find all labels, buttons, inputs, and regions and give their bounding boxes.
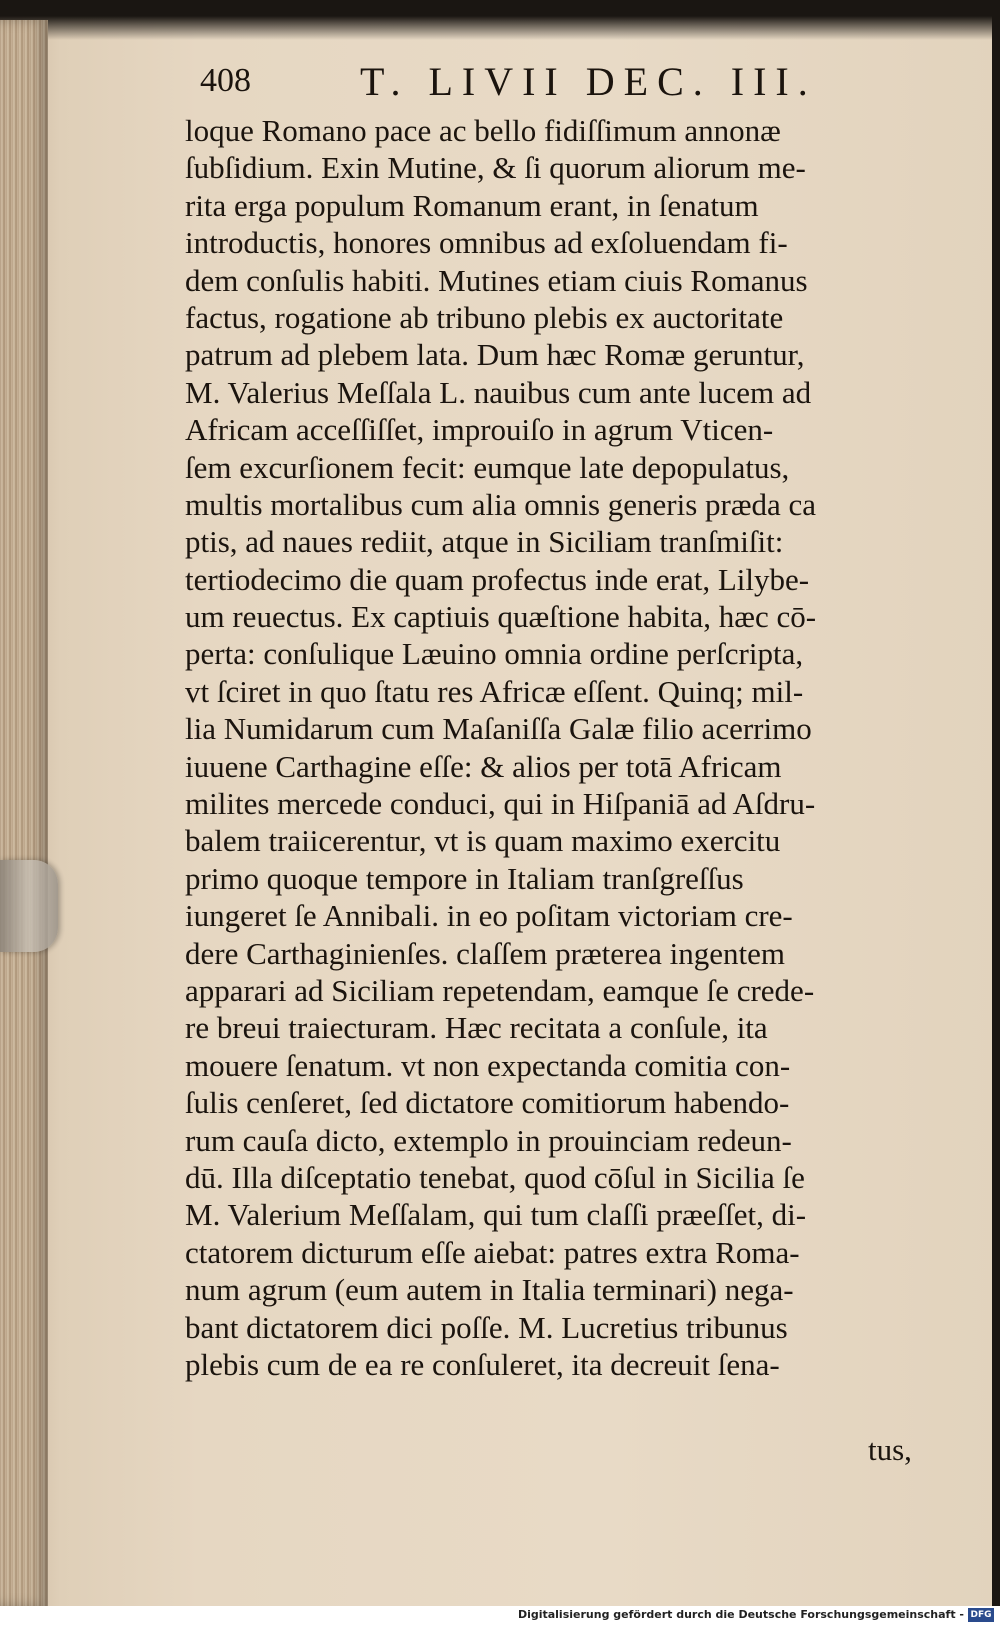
text-line: num agrum (eum autem in Italia terminari) nega- bbox=[185, 1272, 794, 1308]
text-line: bant dictatorem dici poſſe. M. Lucretius tribunus bbox=[185, 1309, 788, 1345]
text-line: dere Carthaginienſes. claſſem præterea ingentem bbox=[185, 935, 785, 971]
page-header bbox=[200, 58, 920, 110]
body-text bbox=[185, 112, 945, 1383]
text-line: rita erga populum Romanum erant, in ſenatum bbox=[185, 187, 759, 223]
funding-credit: Digitalisierung gefördert durch die Deutsche Forschungsgemeinschaft - bbox=[517, 1608, 964, 1621]
text-line: primo quoque tempore in Italiam tranſgreſſus bbox=[185, 860, 744, 896]
text-line: balem traiicerentur, vt is quam maximo exercitu bbox=[185, 823, 781, 859]
text-line: ctatorem dicturum eſſe aiebat: patres extra Roma- bbox=[185, 1234, 800, 1270]
text-line: dem conſulis habiti. Mutines etiam ciuis Romanus bbox=[185, 262, 808, 298]
text-line: ſem excurſionem fecit: eumque late depopulatus, bbox=[185, 449, 790, 485]
text-line: loque Romano pace ac bello fidiſſimum annonæ bbox=[185, 113, 781, 148]
page-clip bbox=[0, 860, 58, 952]
page-edges bbox=[0, 20, 48, 1606]
text-line: milites mercede conduci, qui in Hiſpaniā ad Aſdru- bbox=[185, 786, 816, 822]
text-line: ptis, ad naues rediit, atque in Siciliam tranſmiſit: bbox=[185, 524, 784, 560]
digitization-footer bbox=[0, 1606, 1000, 1626]
top-shadow bbox=[0, 0, 1000, 40]
text-line: ſubſidium. Exin Mutine, & ſi quorum aliorum me- bbox=[185, 150, 806, 186]
text-line: iungeret ſe Annibali. in eo poſitam victoriam cre- bbox=[185, 898, 793, 934]
running-title: T. LIVII DEC. III. bbox=[360, 59, 817, 104]
text-line: factus, rogatione ab tribuno plebis ex auctoritate bbox=[185, 299, 784, 335]
dfg-logo-icon: DFG bbox=[968, 1608, 994, 1622]
text-line: re breui traiecturam. Hæc recitata a conſule, ita bbox=[185, 1010, 768, 1046]
text-line: apparari ad Siciliam repetendam, eamque ſe crede- bbox=[185, 972, 815, 1008]
catchword: tus, bbox=[868, 1432, 912, 1467]
text-line: tertiodecimo die quam profectus inde erat, Lilybe- bbox=[185, 561, 810, 597]
text-line: um reuectus. Ex captiuis quæſtione habita, hæc cō- bbox=[185, 599, 817, 635]
text-line: lia Numidarum cum Maſaniſſa Galæ filio acerrimo bbox=[185, 711, 812, 747]
text-line: M. Valerium Meſſalam, qui tum claſſi præeſſet, di- bbox=[185, 1197, 807, 1233]
text-line: patrum ad plebem lata. Dum hæc Romæ geruntur, bbox=[185, 337, 805, 373]
text-line: introductis, honores omnibus ad exſoluendam fi- bbox=[185, 225, 788, 261]
text-line: M. Valerius Meſſala L. nauibus cum ante lucem ad bbox=[185, 374, 812, 410]
text-line: Africam acceſſiſſet, improuiſo in agrum Vticen- bbox=[185, 412, 774, 448]
text-line: dū. Illa diſceptatio tenebat, quod cōſul in Sicilia ſe bbox=[185, 1159, 805, 1195]
page-number: 408 bbox=[200, 62, 251, 99]
text-line: rum cauſa dicto, extemplo in prouinciam redeun- bbox=[185, 1122, 792, 1158]
text-line: perta: conſulique Læuino omnia ordine perſcripta, bbox=[185, 636, 804, 672]
right-edge bbox=[992, 0, 1000, 1606]
text-line: iuuene Carthagine eſſe: & alios per totā Africam bbox=[185, 748, 782, 784]
text-line: vt ſciret in quo ſtatu res Africæ eſſent. Quinq; mil- bbox=[185, 673, 804, 709]
text-line: ſulis cenſeret, ſed dictatore comitiorum habendo- bbox=[185, 1085, 790, 1121]
text-line: multis mortalibus cum alia omnis generis præda ca bbox=[185, 486, 817, 522]
text-line: plebis cum de ea re conſuleret, ita decreuit ſena- bbox=[185, 1346, 780, 1382]
text-line: mouere ſenatum. vt non expectanda comitia con- bbox=[185, 1047, 791, 1083]
